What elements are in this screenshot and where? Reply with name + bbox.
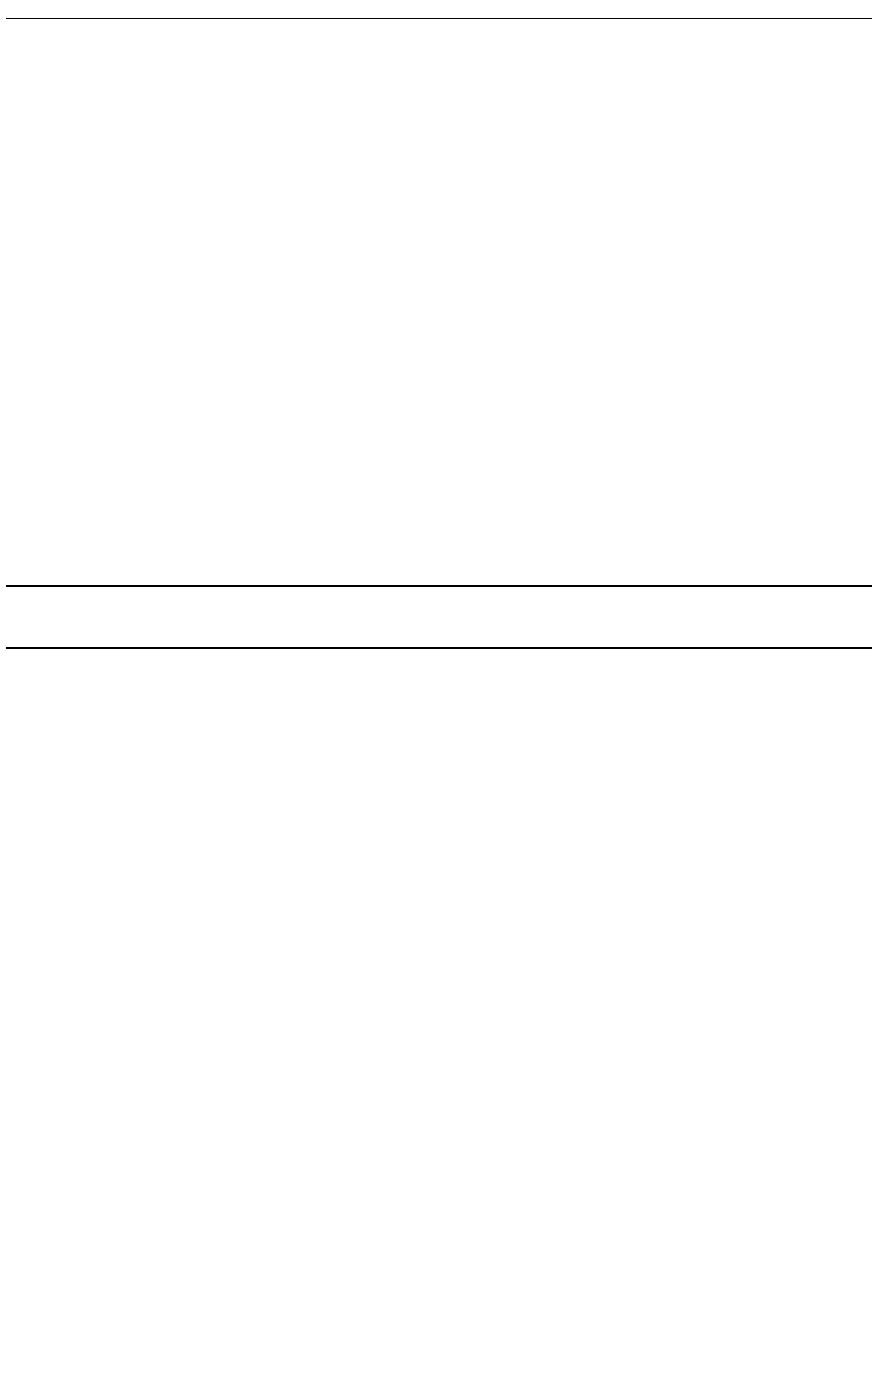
masthead	[6, 4, 872, 19]
classified-top-columns	[6, 22, 872, 582]
home-service-guide-banner	[6, 585, 872, 649]
page-date	[306, 4, 313, 15]
home-service-columns	[6, 650, 872, 1382]
